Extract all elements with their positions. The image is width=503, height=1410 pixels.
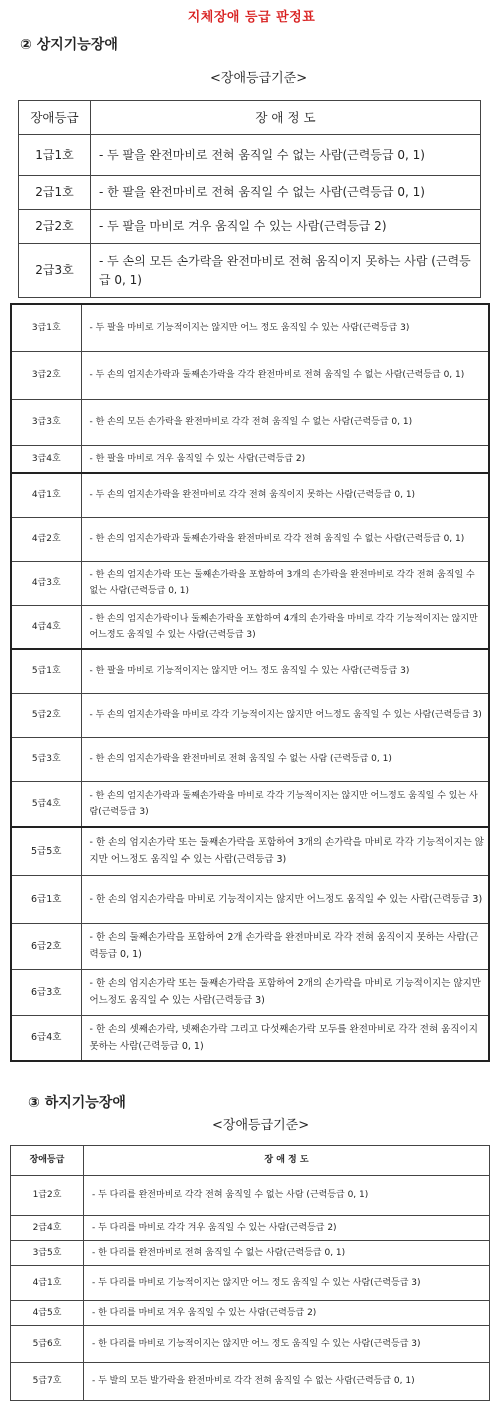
desc-cell: - 두 팔을 완전마비로 전혀 움직일 수 없는 사람(근력등급 0, 1) bbox=[91, 135, 481, 176]
desc-cell: - 두 손의 모든 손가락을 완전마비로 전혀 움직이지 못하는 사람 (근력등급 0, 1) bbox=[91, 244, 481, 298]
lower-criteria-label: <장애등급기준> bbox=[212, 1118, 310, 1133]
desc-cell: - 한 손의 엄지손가락과 둘째손가락을 마비로 각각 기능적이지는 않지만 어느정도 움직일 수 있는 사람(근력등급 3) bbox=[81, 781, 489, 827]
table-row bbox=[11, 1301, 490, 1326]
desc-cell: - 한 손의 엄지손가락이나 둘째손가락을 포함하여 4개의 손가락을 마비로 각각 기능적이지는 않지만 어느정도 움직일 수 있는 사람(근력등급 3) bbox=[81, 605, 489, 649]
desc-cell: - 두 다리를 완전마비로 각각 전혀 움직일 수 없는 사람 (근력등급 0, 1) bbox=[84, 1176, 490, 1216]
upper-grade-table-c bbox=[10, 826, 490, 1062]
document-title: 지체장애 등급 판정표 bbox=[187, 10, 316, 25]
desc-cell: - 두 발의 모든 발가락을 완전마비로 각각 전혀 움직일 수 없는 사람(근력등급 0, 1) bbox=[84, 1363, 490, 1401]
desc-cell: - 두 손의 엄지손가락을 완전마비로 각각 전혀 움직이지 못하는 사람(근력등급 0, 1) bbox=[81, 473, 489, 517]
grade-cell: 3급5호 bbox=[11, 1241, 84, 1266]
desc-cell: - 한 손의 엄지손가락을 마비로 기능적이지는 않지만 어느정도 움직일 수 있는 사람(근력등급 3) bbox=[81, 875, 489, 923]
desc-cell: - 두 손의 엄지손가락과 둘째손가락을 각각 완전마비로 전혀 움직일 수 없는 사람(근력등급 0, 1) bbox=[81, 351, 489, 399]
grade-cell: 5급5호 bbox=[11, 827, 81, 875]
desc-header: 장 애 정 도 bbox=[91, 101, 481, 135]
desc-cell: - 두 다리를 마비로 기능적이지는 않지만 어느 정도 움직일 수 있는 사람(근력등급 3) bbox=[84, 1266, 490, 1301]
grade-cell: 5급2호 bbox=[11, 693, 81, 737]
grade-cell: 3급1호 bbox=[11, 304, 81, 351]
desc-cell: - 한 팔을 마비로 겨우 움직일 수 있는 사람(근력등급 2) bbox=[81, 445, 489, 473]
table-row bbox=[11, 445, 489, 473]
upper-grade-table-b bbox=[10, 303, 490, 828]
table-row bbox=[19, 210, 481, 244]
grade-cell: 4급4호 bbox=[11, 605, 81, 649]
desc-cell: - 한 다리를 완전마비로 전혀 움직일 수 없는 사람(근력등급 0, 1) bbox=[84, 1241, 490, 1266]
table-row bbox=[11, 969, 489, 1015]
table-row bbox=[19, 244, 481, 298]
table-row bbox=[11, 1216, 490, 1241]
desc-cell: - 한 손의 셋째손가락, 넷째손가락 그리고 다섯째손가락 모두를 완전마비로 각각 전혀 움직이지 못하는 사람(근력등급 0, 1) bbox=[81, 1015, 489, 1061]
upper-limb-heading: ② 상지기능장애 bbox=[20, 37, 118, 53]
grade-cell: 6급1호 bbox=[11, 875, 81, 923]
desc-cell: - 한 손의 둘째손가락을 포함하여 2개 손가락을 완전마비로 각각 전혀 움직이지 못하는 사람(근력등급 0, 1) bbox=[81, 923, 489, 969]
desc-cell: - 한 손의 엄지손가락 또는 둘째손가락을 포함하여 3개의 손가락을 완전마비로 각각 전혀 움직일 수 없는 사람(근력등급 0, 1) bbox=[81, 561, 489, 605]
table-row bbox=[11, 605, 489, 649]
table-row bbox=[11, 781, 489, 827]
grade-cell: 3급4호 bbox=[11, 445, 81, 473]
desc-header: 장 애 정 도 bbox=[84, 1146, 490, 1176]
grade-cell: 3급3호 bbox=[11, 399, 81, 445]
desc-cell: - 한 다리를 마비로 기능적이지는 않지만 어느 정도 움직일 수 있는 사람(근력등급 3) bbox=[84, 1326, 490, 1363]
table-row bbox=[11, 1176, 490, 1216]
lower-grade-table bbox=[10, 1145, 490, 1401]
desc-cell: - 한 손의 모든 손가락을 완전마비로 각각 전혀 움직일 수 없는 사람(근력등급 0, 1) bbox=[81, 399, 489, 445]
upper-criteria-label: <장애등급기준> bbox=[210, 71, 308, 86]
table-row bbox=[11, 827, 489, 875]
table-row bbox=[11, 1266, 490, 1301]
desc-cell: - 한 팔을 마비로 기능적이지는 않지만 어느 정도 움직일 수 있는 사람(근력등급 3) bbox=[81, 649, 489, 693]
lower-limb-heading: ③ 하지기능장애 bbox=[28, 1095, 126, 1111]
table-row bbox=[11, 923, 489, 969]
table-row bbox=[11, 693, 489, 737]
table-row bbox=[19, 135, 481, 176]
grade-cell: 5급3호 bbox=[11, 737, 81, 781]
grade-cell: 4급2호 bbox=[11, 517, 81, 561]
desc-cell: - 두 팔을 마비로 겨우 움직일 수 있는 사람(근력등급 2) bbox=[91, 210, 481, 244]
grade-cell: 2급4호 bbox=[11, 1216, 84, 1241]
grade-cell: 5급7호 bbox=[11, 1363, 84, 1401]
upper-grade-table-a bbox=[18, 100, 481, 298]
table-row bbox=[11, 1241, 490, 1266]
table-row bbox=[11, 351, 489, 399]
grade-cell: 1급2호 bbox=[11, 1176, 84, 1216]
desc-cell: - 한 다리를 마비로 겨우 움직일 수 있는 사람(근력등급 2) bbox=[84, 1301, 490, 1326]
desc-cell: - 두 손의 엄지손가락을 마비로 각각 기능적이지는 않지만 어느정도 움직일 수 있는 사람(근력등급 3) bbox=[81, 693, 489, 737]
table-row bbox=[11, 473, 489, 517]
desc-cell: - 한 손의 엄지손가락과 둘째손가락을 완전마비로 각각 전혀 움직일 수 없는 사람(근력등급 0, 1) bbox=[81, 517, 489, 561]
desc-cell: - 한 손의 엄지손가락 또는 둘째손가락을 포함하여 2개의 손가락을 마비로 기능적이지는 않지만 어느정도 움직일 수 있는 사람(근력등급 3) bbox=[81, 969, 489, 1015]
grade-cell: 2급2호 bbox=[19, 210, 91, 244]
grade-cell: 5급4호 bbox=[11, 781, 81, 827]
table-row bbox=[19, 176, 481, 210]
grade-cell: 4급5호 bbox=[11, 1301, 84, 1326]
grade-cell: 1급1호 bbox=[19, 135, 91, 176]
grade-cell: 4급1호 bbox=[11, 1266, 84, 1301]
grade-cell: 4급3호 bbox=[11, 561, 81, 605]
desc-cell: - 한 팔을 완전마비로 전혀 움직일 수 없는 사람(근력등급 0, 1) bbox=[91, 176, 481, 210]
table-row bbox=[11, 561, 489, 605]
grade-cell: 5급6호 bbox=[11, 1326, 84, 1363]
grade-cell: 6급3호 bbox=[11, 969, 81, 1015]
table-row bbox=[11, 875, 489, 923]
grade-header: 장애등급 bbox=[11, 1146, 84, 1176]
table-row bbox=[11, 1015, 489, 1061]
grade-cell: 6급4호 bbox=[11, 1015, 81, 1061]
grade-header: 장애등급 bbox=[19, 101, 91, 135]
table-row bbox=[11, 1326, 490, 1363]
table-row bbox=[11, 399, 489, 445]
table-row bbox=[11, 737, 489, 781]
grade-cell: 2급3호 bbox=[19, 244, 91, 298]
grade-cell: 4급1호 bbox=[11, 473, 81, 517]
grade-cell: 5급1호 bbox=[11, 649, 81, 693]
grade-cell: 6급2호 bbox=[11, 923, 81, 969]
desc-cell: - 한 손의 엄지손가락을 완전마비로 전혀 움직일 수 없는 사람 (근력등급 0, 1) bbox=[81, 737, 489, 781]
desc-cell: - 한 손의 엄지손가락 또는 둘째손가락을 포함하여 3개의 손가락을 마비로 각각 기능적이지는 않지만 어느정도 움직일 수 있는 사람(근력등급 3) bbox=[81, 827, 489, 875]
grade-cell: 2급1호 bbox=[19, 176, 91, 210]
table-row bbox=[11, 1363, 490, 1401]
desc-cell: - 두 다리를 마비로 각각 겨우 움직일 수 있는 사람(근력등급 2) bbox=[84, 1216, 490, 1241]
table-row bbox=[11, 304, 489, 351]
grade-cell: 3급2호 bbox=[11, 351, 81, 399]
desc-cell: - 두 팔을 마비로 기능적이지는 않지만 어느 정도 움직일 수 있는 사람(근력등급 3) bbox=[81, 304, 489, 351]
table-row bbox=[11, 649, 489, 693]
table-row bbox=[11, 517, 489, 561]
